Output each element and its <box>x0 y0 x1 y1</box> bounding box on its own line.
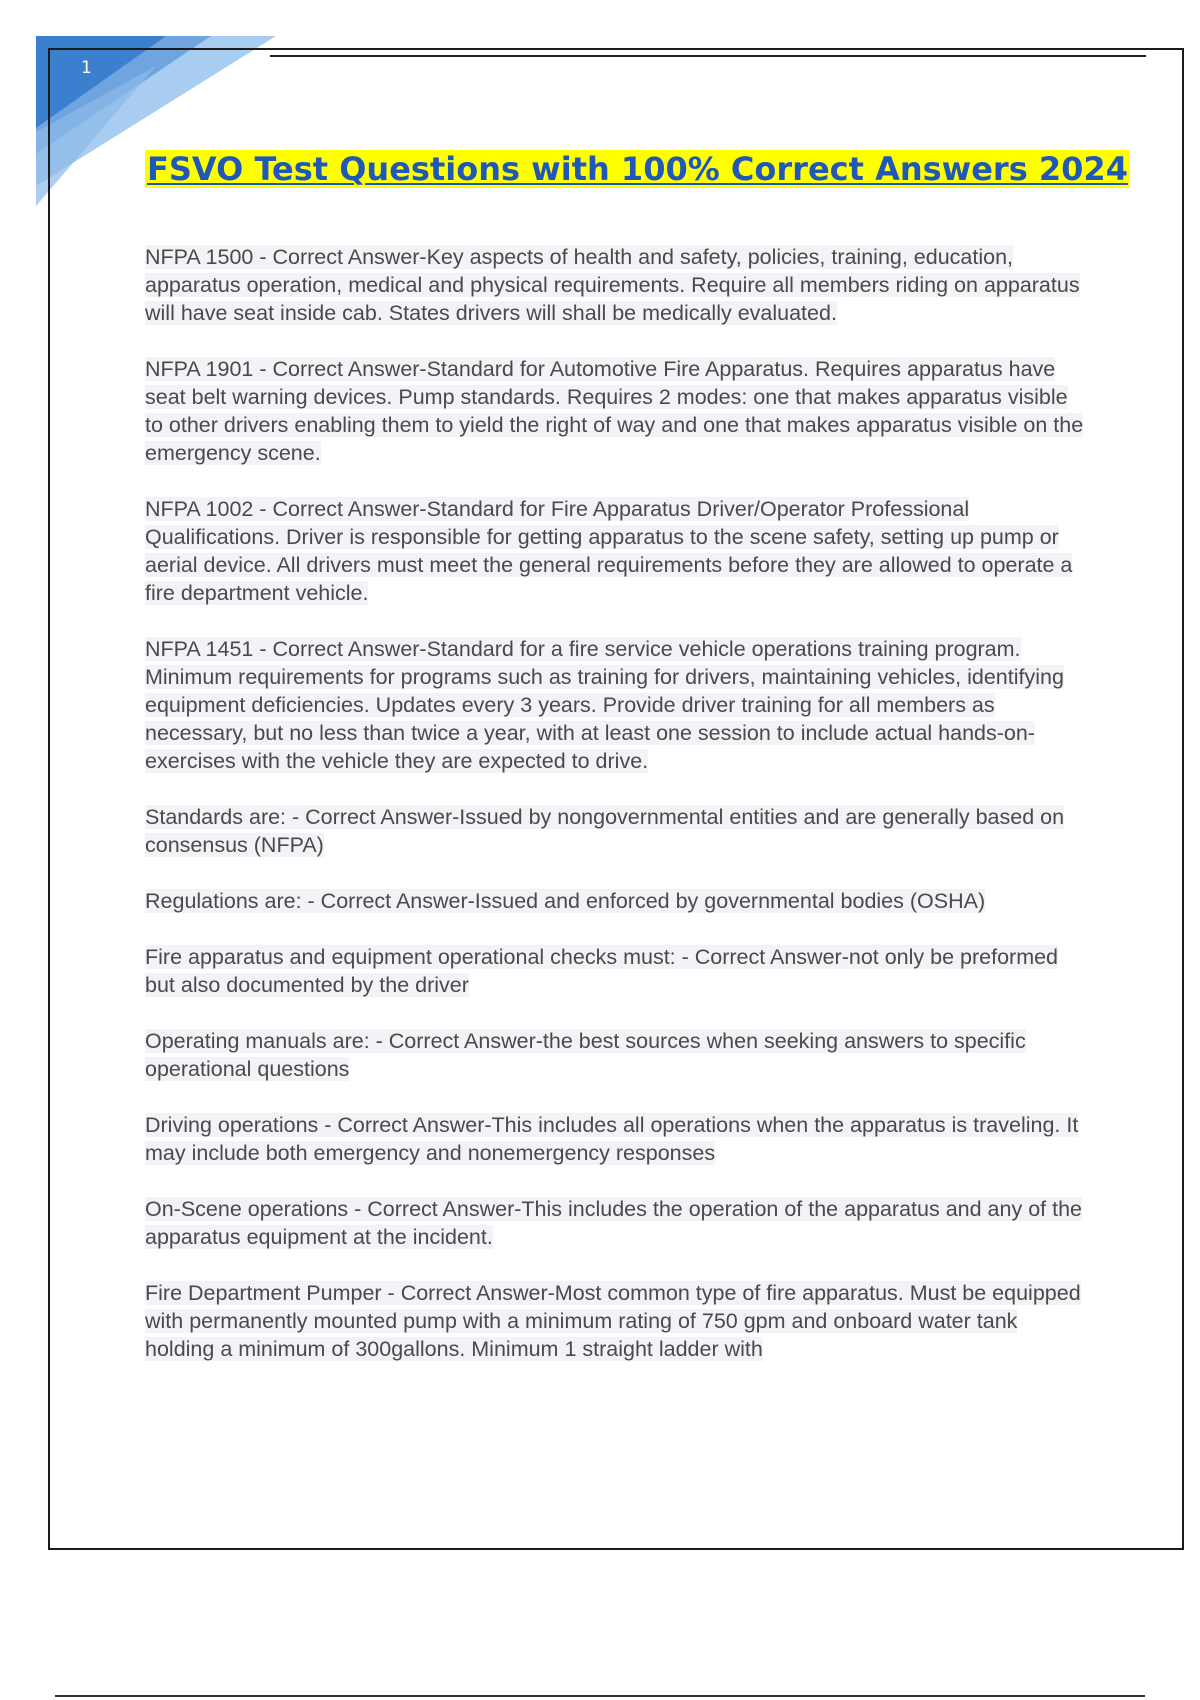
qa-entry <box>145 1279 1090 1363</box>
qa-entry-text: NFPA 1901 - Correct Answer-Standard for Automotive Fire Apparatus. Requires apparatus have seat belt warning devices. Pump standards. Requires 2 modes: one that makes apparatus visible to other drivers enabling them to yield the right of way and one that makes apparatus visible on the emergency scene. <box>145 357 1084 465</box>
qa-entry-text: Operating manuals are: - Correct Answer-the best sources when seeking answers to specific operational questions <box>145 1029 1026 1081</box>
bottom-rule <box>55 1695 1145 1697</box>
qa-entry <box>145 355 1090 467</box>
qa-entry-text: On-Scene operations - Correct Answer-This includes the operation of the apparatus and any of the apparatus equipment at the incident. <box>145 1197 1082 1249</box>
qa-list <box>145 243 1090 1391</box>
qa-entry-text: Driving operations - Correct Answer-This includes all operations when the apparatus is traveling. It may include both emergency and nonemergency responses <box>145 1113 1079 1165</box>
qa-entry-text: Regulations are: - Correct Answer-Issued and enforced by governmental bodies (OSHA) <box>145 889 986 913</box>
qa-entry <box>145 943 1090 999</box>
page-number: 1 <box>81 58 92 78</box>
qa-entry-text: NFPA 1451 - Correct Answer-Standard for a fire service vehicle operations training program. Minimum requirements for programs such as training for drivers, maintaining vehicles, identifying equipment deficiencies. Updates every 3 years. Provide driver training for all members as necessary, but no less than twice a year, with at least one session to include actual hands-on-exercises with the vehicle they are expected to drive. <box>145 637 1064 773</box>
qa-entry-text: Fire apparatus and equipment operational checks must: - Correct Answer-not only be preformed but also documented by the driver <box>145 945 1059 997</box>
qa-entry <box>145 1027 1090 1083</box>
qa-entry <box>145 1111 1090 1167</box>
qa-entry-text: Fire Department Pumper - Correct Answer-Most common type of fire apparatus. Must be equipped with permanently mounted pump with a minimum rating of 750 gpm and onboard water tank holding a minimum of 300gallons. Minimum 1 straight ladder with <box>145 1281 1081 1361</box>
qa-entry <box>145 495 1090 607</box>
qa-entry <box>145 1195 1090 1251</box>
qa-entry <box>145 803 1090 859</box>
qa-entry-text: NFPA 1002 - Correct Answer-Standard for Fire Apparatus Driver/Operator Professional Qualifications. Driver is responsible for getting apparatus to the scene safety, setting up pump or aerial device. All drivers must meet the general requirements before they are allowed to operate a fire department vehicle. <box>145 497 1073 605</box>
qa-entry-text: Standards are: - Correct Answer-Issued by nongovernmental entities and are generally based on consensus (NFPA) <box>145 805 1065 857</box>
qa-entry-text: NFPA 1500 - Correct Answer-Key aspects of health and safety, policies, training, education, apparatus operation, medical and physical requirements. Require all members riding on apparatus will have seat inside cab. States drivers will shall be medically evaluated. <box>145 245 1080 325</box>
qa-entry <box>145 887 1090 915</box>
qa-entry <box>145 635 1090 775</box>
document-title: FSVO Test Questions with 100% Correct Answers 2024 <box>147 150 1128 188</box>
qa-entry <box>145 243 1090 327</box>
